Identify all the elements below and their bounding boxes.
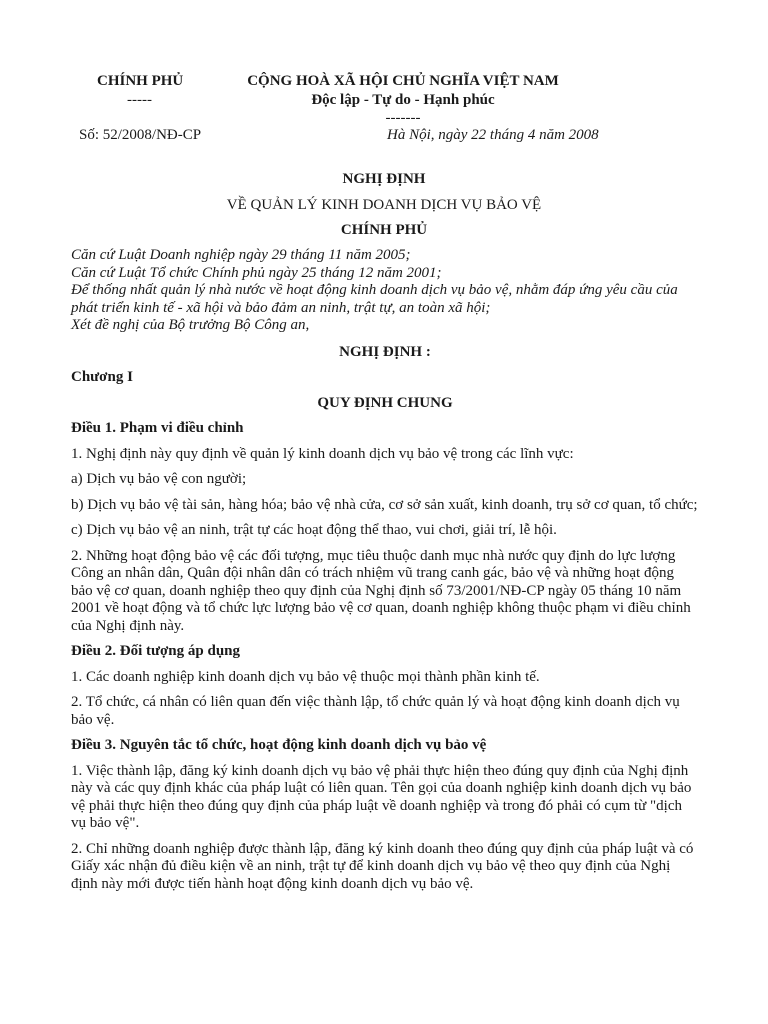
article-paragraph: 2. Tổ chức, cá nhân có liên quan đến việc thành lập, tổ chức quản lý và hoạt động kinh doanh dịch vụ bảo vệ. (71, 694, 680, 728)
article-paragraph: 1. Các doanh nghiệp kinh doanh dịch vụ bảo vệ thuộc mọi thành phần kinh tế. (71, 668, 540, 685)
national-title: CỘNG HOÀ XÃ HỘI CHỦ NGHĨA VIỆT NAM (247, 73, 559, 89)
issuing-agency: CHÍNH PHỦ (97, 73, 184, 89)
article-heading: Điều 1. Phạm vi điều chỉnh (71, 420, 244, 436)
issuing-agency-divider: ----- (127, 92, 152, 108)
place-and-date: Hà Nội, ngày 22 tháng 4 năm 2008 (387, 127, 599, 143)
article-paragraph: 2. Chỉ những doanh nghiệp được thành lập, đăng ký kinh doanh theo đúng quy định của pháp luật và có Giấy xác nhận đủ điều kiện về an ninh, trật tự để kinh doanh dịch vụ bảo vệ theo quy định của Nghị định này mới được tiến hành hoạt động kinh doanh dịch vụ bảo vệ. (71, 840, 694, 892)
preamble-line: Căn cứ Luật Doanh nghiệp ngày 29 tháng 11 năm 2005; (71, 247, 411, 263)
decree-heading: NGHỊ ĐỊNH : (339, 343, 431, 360)
article-paragraph: a) Dịch vụ bảo vệ con người; (71, 471, 247, 487)
document-body (71, 247, 699, 901)
article-paragraph: b) Dịch vụ bảo vệ tài sản, hàng hóa; bảo vệ nhà cửa, cơ sở sản xuất, kinh doanh, trụ sở cơ quan, tổ chức; (71, 496, 698, 513)
document-type-title: NGHỊ ĐỊNH (342, 171, 426, 187)
national-motto: Độc lập - Tự do - Hạnh phúc (311, 92, 495, 108)
article-paragraph: c) Dịch vụ bảo vệ an ninh, trật tự các hoạt động thể thao, vui chơi, giải trí, lễ hội. (71, 522, 557, 538)
motto-divider: ------- (385, 110, 421, 126)
chapter-label: Chương I (71, 369, 133, 385)
preamble (71, 247, 699, 335)
article-paragraph: 1. Nghị định này quy định về quản lý kinh doanh dịch vụ bảo vệ trong các lĩnh vực: (71, 445, 574, 462)
document-subject: VỀ QUẢN LÝ KINH DOANH DỊCH VỤ BẢO VỆ (226, 197, 542, 213)
preamble-line: Xét đề nghị của Bộ trưởng Bộ Công an, (71, 317, 310, 333)
article-heading: Điều 2. Đối tượng áp dụng (71, 643, 241, 659)
article-heading: Điều 3. Nguyên tắc tổ chức, hoạt động kinh doanh dịch vụ bảo vệ (71, 737, 487, 753)
preamble-line: phát triển kinh tế - xã hội và bảo đảm an ninh, trật tự, an toàn xã hội; (71, 299, 491, 316)
preamble-line: Để thống nhất quản lý nhà nước về hoạt động kinh doanh dịch vụ bảo vệ, nhằm đáp ứng yêu cầu của (71, 282, 678, 298)
article-paragraph: 1. Việc thành lập, đăng ký kinh doanh dịch vụ bảo vệ phải thực hiện theo đúng quy định của Nghị định này và các quy định khác của pháp luật có liên quan. Tên gọi của doanh nghiệp kinh doanh dịch vụ bảo vệ phải thực hiện theo đúng quy định của pháp luật về doanh nghiệp và trong đó phải có cụm từ "dịch vụ bảo vệ". (71, 762, 692, 831)
chapter-title: QUY ĐỊNH CHUNG (317, 394, 453, 411)
document-number: Số: 52/2008/NĐ-CP (79, 127, 202, 143)
article-paragraph: 2. Những hoạt động bảo vệ các đối tượng, mục tiêu thuộc danh mục nhà nước quy định do lực lượng Công an nhân dân, Quân đội nhân dân có trách nhiệm vũ trang canh gác, bảo vệ và những hoạt động bảo vệ cơ quan, doanh nghiệp theo quy định của Nghị định số 73/2001/NĐ-CP ngày 05 tháng 10 năm 2001 về hoạt động và tổ chức lực lượng bảo vệ cơ quan, doanh nghiệp không thuộc phạm vi điều chỉnh của Nghị định này. (71, 547, 691, 634)
issuer-heading: CHÍNH PHỦ (340, 222, 428, 238)
preamble-line: Căn cứ Luật Tổ chức Chính phủ ngày 25 tháng 12 năm 2001; (71, 264, 442, 281)
